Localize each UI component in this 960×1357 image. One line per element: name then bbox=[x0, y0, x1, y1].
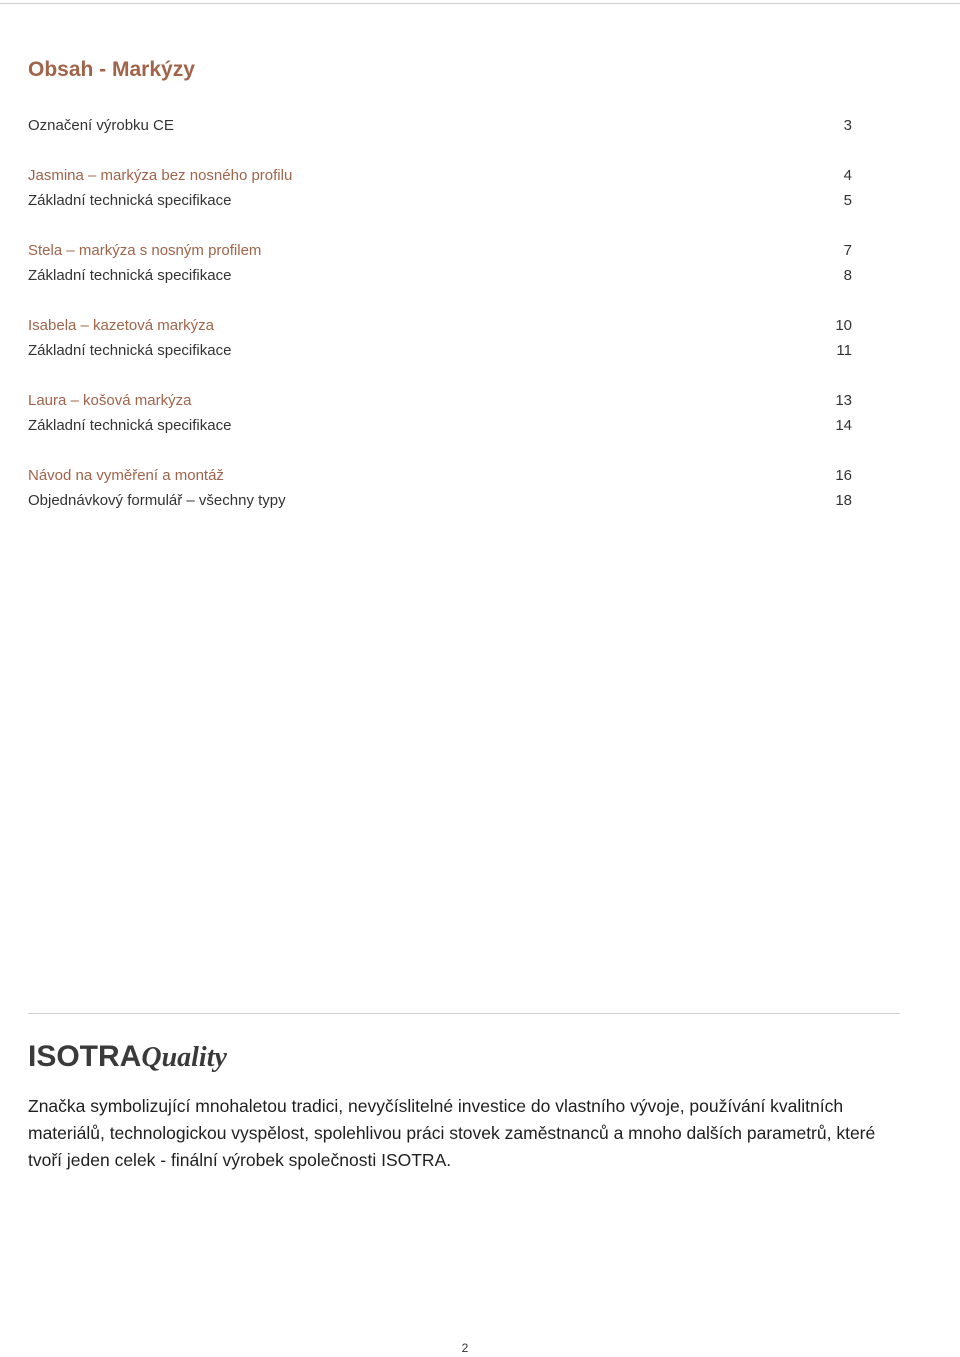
toc-entry[interactable] bbox=[28, 341, 852, 361]
toc-entry-label: Základní technická specifikace bbox=[28, 267, 232, 284]
logo-suffix: Quality bbox=[141, 1042, 227, 1073]
toc-entry[interactable] bbox=[28, 116, 852, 136]
logo-wordmark: ISOTRA bbox=[28, 1040, 142, 1073]
brand-tagline: Značka symbolizující mnohaletou tradici, nevyčíslitelné investice do vlastního vývoje, používání kvalitních materiálů, technologickou vyspělost, spolehlivou práci stovek zaměstnanců a mnoho dalších parametrů, které tvoří jeden celek - finální výrobek společnosti ISOTRA. bbox=[28, 1096, 876, 1170]
toc-entry-page: 13 bbox=[835, 392, 852, 409]
toc-entry-label: Základní technická specifikace bbox=[28, 342, 232, 359]
toc-entry[interactable] bbox=[28, 416, 852, 436]
toc-entry[interactable] bbox=[28, 391, 852, 411]
toc-entry-page: 14 bbox=[835, 417, 852, 434]
toc-entry[interactable] bbox=[28, 166, 852, 186]
toc-entry-page: 11 bbox=[836, 342, 852, 359]
toc-entry-page: 10 bbox=[835, 317, 852, 334]
toc-entry[interactable] bbox=[28, 191, 852, 211]
toc-entry-page: 8 bbox=[843, 267, 852, 284]
toc-entry-page: 4 bbox=[843, 167, 852, 184]
section-divider bbox=[28, 1013, 900, 1014]
toc-entry[interactable] bbox=[28, 266, 852, 286]
toc-entry-page: 18 bbox=[835, 492, 852, 509]
toc-entry[interactable] bbox=[28, 316, 852, 336]
toc-entry-label: Stela – markýza s nosným profilem bbox=[28, 242, 262, 259]
toc-entry-page: 7 bbox=[843, 242, 852, 259]
toc-entry-label: Objednávkový formulář – všechny typy bbox=[28, 492, 286, 509]
toc-entry-page: 3 bbox=[843, 117, 852, 134]
toc-entry-page: 16 bbox=[835, 467, 852, 484]
toc-entry[interactable] bbox=[28, 466, 852, 486]
toc-entry[interactable] bbox=[28, 491, 852, 511]
page-number: 2 bbox=[461, 1341, 469, 1355]
toc-entry-label: Jasmina – markýza bez nosného profilu bbox=[28, 167, 293, 184]
toc-entry-label: Základní technická specifikace bbox=[28, 192, 232, 209]
toc-entry-label: Označení výrobku CE bbox=[28, 117, 174, 134]
toc-entry[interactable] bbox=[28, 241, 852, 261]
toc-entry-label: Laura – košová markýza bbox=[28, 392, 192, 409]
toc-entry-label: Návod na vyměření a montáž bbox=[28, 467, 224, 484]
top-divider bbox=[0, 3, 960, 4]
page-title: Obsah - Markýzy bbox=[28, 58, 195, 81]
isotra-quality-logo bbox=[28, 1040, 227, 1076]
toc-entry-label: Isabela – kazetová markýza bbox=[28, 317, 214, 334]
toc-entry-label: Základní technická specifikace bbox=[28, 417, 232, 434]
toc-entry-page: 5 bbox=[843, 192, 852, 209]
